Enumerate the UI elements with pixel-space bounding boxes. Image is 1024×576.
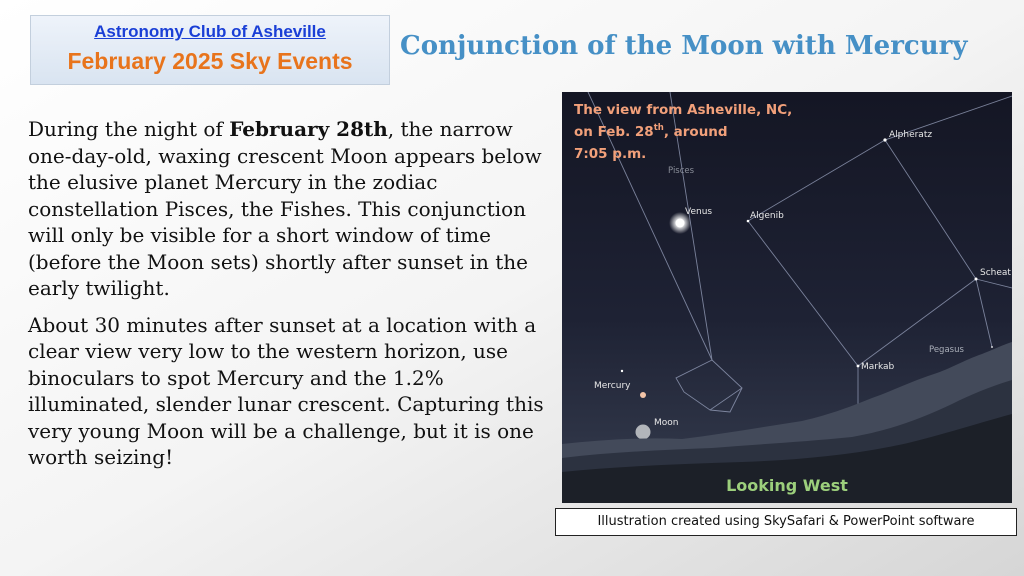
moon-disc — [636, 425, 651, 440]
label-pegasus: Pegasus — [929, 345, 964, 355]
label-venus: Venus — [685, 207, 713, 217]
label-algenib: Algenib — [750, 211, 784, 221]
label-pisces: Pisces — [668, 166, 695, 176]
p1-date-bold: February 28th — [229, 117, 388, 141]
events-title: February 2025 Sky Events — [67, 48, 353, 74]
label-alpheratz: Alpheratz — [889, 130, 933, 140]
p1-text-before: During the night of — [28, 117, 230, 141]
club-header-box — [30, 15, 390, 85]
label-scheat: Scheat — [980, 268, 1011, 278]
view-line-1: The view from Asheville, NC, — [574, 102, 793, 118]
label-mercury: Mercury — [594, 381, 631, 391]
sky-chart — [562, 92, 1012, 503]
looking-west-label: Looking West — [726, 476, 848, 495]
view-line-2: on Feb. 28th, around — [574, 123, 728, 140]
image-caption: Illustration created using SkySafari & PowerPoint software — [555, 508, 1017, 536]
paragraph-1 — [28, 116, 548, 302]
body-text — [28, 116, 548, 481]
p1-text-after: , the narrow one-day-old, waxing crescent Moon appears below the elusive planet Mercury in the zodiac constellation Pisces, the Fishes. This conjunction will only be visible for a short window of time (before the Moon sets) shortly after sunset in the early twilight. — [28, 117, 542, 300]
mercury-planet — [640, 392, 646, 398]
venus-planet — [676, 219, 685, 228]
label-moon: Moon — [654, 418, 679, 428]
slide-title: Conjunction of the Moon with Mercury — [400, 31, 968, 61]
paragraph-2: About 30 minutes after sunset at a location with a clear view very low to the western horizon, use binoculars to spot Mercury and the 1.2% illuminated, slender lunar crescent. Capturing this very young Moon will be a challenge, but it is one worth seizing! — [28, 312, 544, 469]
view-line-3: 7:05 p.m. — [574, 146, 647, 162]
sky-chart-svg — [562, 92, 1012, 503]
club-name-link[interactable]: Astronomy Club of Asheville — [94, 22, 326, 41]
label-markab: Markab — [861, 362, 895, 372]
